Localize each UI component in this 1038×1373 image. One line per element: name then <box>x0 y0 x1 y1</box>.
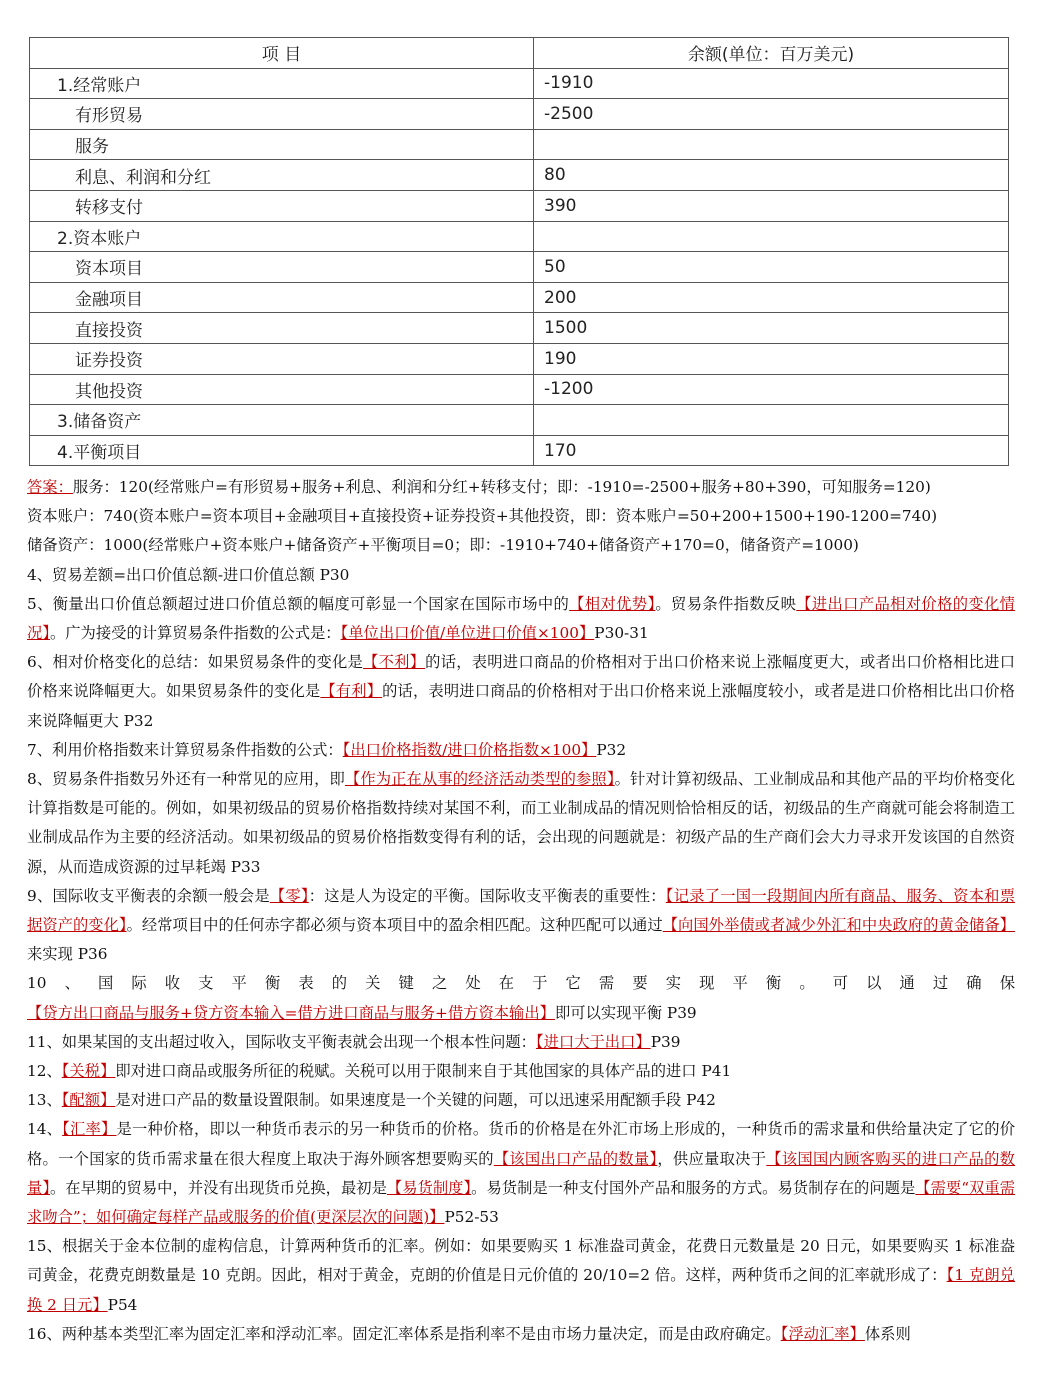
row-balance-value: 390 <box>534 190 1009 221</box>
row-balance-value: 1500 <box>534 313 1009 344</box>
answer-line: 储备资产：1000(经常账户+资本账户+储备资产+平衡项目=0；即：-1910+740+储备资产+170=0，储备资产=1000) <box>27 536 859 555</box>
note-7: 7、利用价格指数来计算贸易条件指数的公式：【出口价格指数/进口价格指数×100】P32 <box>27 740 627 759</box>
note-6: 6、相对价格变化的总结：如果贸易条件的变化是【不利】的话，表明进口商品的价格相对于出口价格来说上涨幅度更大，或者出口价格相比进口价格来说降幅更大。如果贸易条件的变化是【有利】的话，表明进口商品的价格相对于出口价格来说上涨幅度较小，或者是进口价格相比出口价格来说降幅更大 P32 <box>27 653 1015 730</box>
row-item-label: 直接投资 <box>30 313 534 344</box>
row-balance-value: 170 <box>534 435 1009 466</box>
note-5: 5、衡量出口价值总额超过进口价值总额的幅度可彰显一个国家在国际市场中的【相对优势】。贸易条件指数反映【进出口产品相对价格的变化情况】。广为接受的计算贸易条件指数的公式是：【单位出口价值/单位进口价值×100】P30-31 <box>27 594 1015 643</box>
row-item-label: 4.平衡项目 <box>30 435 534 466</box>
row-item-label: 金融项目 <box>30 282 534 313</box>
row-item-label: 证券投资 <box>30 343 534 374</box>
row-balance-value: 80 <box>534 160 1009 191</box>
row-item-label: 资本项目 <box>30 252 534 283</box>
row-item-label: 有形贸易 <box>30 99 534 130</box>
row-balance-value: 200 <box>534 282 1009 313</box>
note-10: 10、国际收支平衡表的关键之处在于它需要实现平衡。可以通过确保【贷方出口商品与服务+贷方资本输入=借方进口商品与服务+借方资本输出】即可以实现平衡 P39 <box>27 974 1015 1022</box>
balance-of-payments-table <box>29 37 1009 466</box>
table-row <box>30 190 1009 221</box>
answer-line: 答案：服务：120(经常账户=有形贸易+服务+利息、利润和分红+转移支付；即：-1910=-2500+服务+80+390，可知服务=120) <box>27 478 931 496</box>
row-item-label: 服务 <box>30 129 534 160</box>
row-balance-value <box>534 405 1009 436</box>
content-text <box>27 473 1015 1349</box>
table-row <box>30 252 1009 283</box>
note-11: 11、如果某国的支出超过收入，国际收支平衡表就会出现一个根本性问题：【进口大于出口】P39 <box>27 1032 681 1051</box>
note-14: 14、【汇率】是一种价格，即以一种货币表示的另一种货币的价格。货币的价格是在外汇市场上形成的，一种货币的需求量和供给量决定了它的价格。一个国家的货币需求量在很大程度上取决于海外顾客想要购买的【该国出口产品的数量】，供应量取决于【该国国内顾客购买的进口产品的数量】。在早期的贸易中，并没有出现货币兑换，最初是【易货制度】。易货制是一种支付国外产品和服务的方式。易货制存在的问题是【需要“双重需求吻合”；如何确定每样产品或服务的价值(更深层次的问题)】P52-53 <box>27 1120 1016 1227</box>
table-header-row <box>30 38 1009 69</box>
row-item-label: 2.资本账户 <box>30 221 534 252</box>
row-balance-value <box>534 129 1009 160</box>
row-balance-value: 190 <box>534 343 1009 374</box>
row-balance-value: -1910 <box>534 68 1009 99</box>
note-8: 8、贸易条件指数另外还有一种常见的应用，即【作为正在从事的经济活动类型的参照】。针对计算初级品、工业制成品和其他产品的平均价格变化计算指数是可能的。例如，如果初级品的贸易价格指数持续对某国不利，而工业制成品的情况则恰恰相反的话，初级品的生产商就可能会将制造工业制成品作为主要的经济活动。如果初级品的贸易价格指数变得有利的话，会出现的问题就是：初级产品的生产商们会大力寻求开发该国的自然资源，从而造成资源的过早耗竭 P33 <box>27 770 1015 876</box>
table-row <box>30 99 1009 130</box>
table-row <box>30 435 1009 466</box>
table-row <box>30 68 1009 99</box>
row-item-label: 其他投资 <box>30 374 534 405</box>
answer-label: 答案： <box>27 478 73 496</box>
note-4: 4、贸易差额=出口价值总额-进口价值总额 P30 <box>27 565 350 584</box>
table-row <box>30 282 1009 313</box>
table-row <box>30 129 1009 160</box>
row-balance-value: -2500 <box>534 99 1009 130</box>
table-row <box>30 160 1009 191</box>
table-row <box>30 313 1009 344</box>
header-balance: 余额(单位：百万美元) <box>534 38 1009 69</box>
table-row <box>30 374 1009 405</box>
note-16: 16、两种基本类型汇率为固定汇率和浮动汇率。固定汇率体系是指利率不是由市场力量决定，而是由政府确定。【浮动汇率】体系则 <box>27 1324 911 1343</box>
note-12: 12、【关税】即对进口商品或服务所征的税赋。关税可以用于限制来自于其他国家的具体产品的进口 P41 <box>27 1062 732 1081</box>
note-13: 13、【配额】是对进口产品的数量设置限制。如果速度是一个关键的问题，可以迅速采用配额手段 P42 <box>27 1091 716 1110</box>
row-balance-value: -1200 <box>534 374 1009 405</box>
note-15: 15、根据关于金本位制的虚构信息，计算两种货币的汇率。例如：如果要购买 1 标准盎司黄金，花费日元数量是 20 日元，如果要购买 1 标准盎司黄金，花费克朗数量是 10 克朗。因此，相对于黄金，克朗的价值是日元价值的 20/10=2 倍。这样，两种货币之间的汇率就形成了：【1 克朗兑换 2 日元】P54 <box>27 1237 1015 1314</box>
row-item-label: 转移支付 <box>30 190 534 221</box>
header-item: 项 目 <box>30 38 534 69</box>
table-row <box>30 405 1009 436</box>
row-balance-value <box>534 221 1009 252</box>
note-9: 9、国际收支平衡表的余额一般会是【零】：这是人为设定的平衡。国际收支平衡表的重要性：【记录了一国一段期间内所有商品、服务、资本和票据资产的变化】。经常项目中的任何赤字都必须与资本项目中的盈余相匹配。这种匹配可以通过【向国外举债或者减少外汇和中央政府的黄金储备】来实现 P36 <box>27 886 1016 964</box>
row-balance-value: 50 <box>534 252 1009 283</box>
table-row <box>30 221 1009 252</box>
row-item-label: 3.储备资产 <box>30 405 534 436</box>
row-item-label: 1.经常账户 <box>30 68 534 99</box>
answer-line: 资本账户：740(资本账户=资本项目+金融项目+直接投资+证券投资+其他投资，即：资本账户=50+200+1500+190-1200=740) <box>27 507 938 526</box>
row-item-label: 利息、利润和分红 <box>30 160 534 191</box>
table-row <box>30 343 1009 374</box>
